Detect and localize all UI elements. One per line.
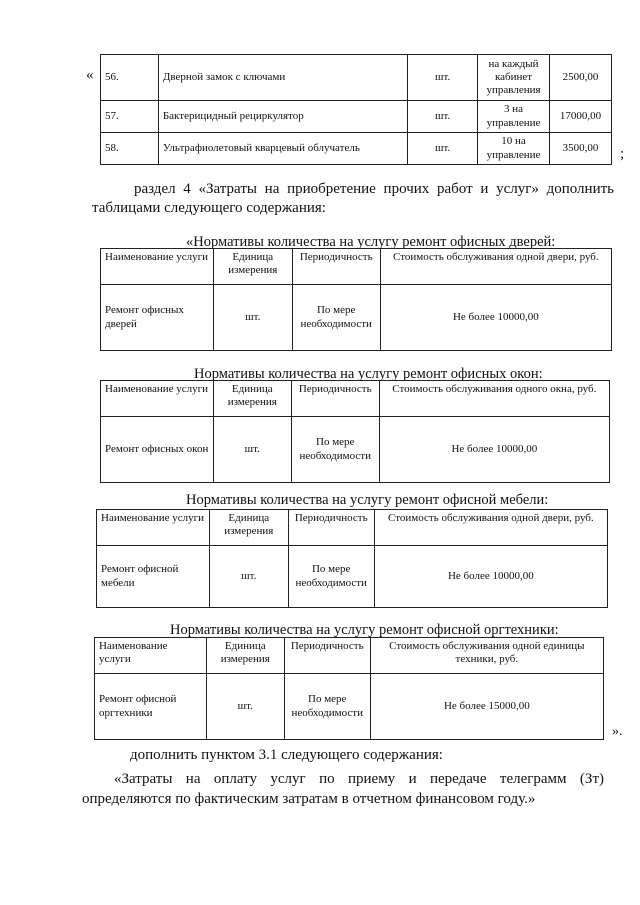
service-cost: Не более 15000,00	[370, 674, 603, 740]
table-row	[101, 285, 612, 351]
header-service: Наименование услуги	[101, 381, 214, 417]
header-cost: Стоимость обслуживания одной двери, руб.	[380, 249, 611, 285]
item-name: Ультрафиолетовый кварцевый облучатель	[158, 133, 407, 165]
table-title-furniture: Нормативы количества на услугу ремонт офисной мебели:	[186, 492, 549, 508]
item-period: на каждый кабинет управления	[478, 55, 550, 101]
table-title-equipment: Нормативы количества на услугу ремонт офисной оргтехники:	[170, 622, 559, 638]
table-row	[101, 101, 612, 133]
header-service: Наименование услуги	[95, 638, 207, 674]
table-row	[101, 417, 610, 483]
header-unit: Единица измерения	[209, 510, 288, 546]
header-period: Периодичность	[284, 638, 370, 674]
header-period: Периодичность	[288, 510, 374, 546]
table-row	[95, 674, 604, 740]
open-quote: «	[86, 67, 94, 83]
header-unit: Единица измерения	[213, 381, 291, 417]
service-unit: шт.	[206, 674, 284, 740]
service-name: Ремонт офисных дверей	[101, 285, 214, 351]
header-cost: Стоимость обслуживания одной единицы техники, руб.	[370, 638, 603, 674]
service-name: Ремонт офисной оргтехники	[95, 674, 207, 740]
final-line1: дополнить пунктом 3.1 следующего содержания:	[130, 747, 443, 763]
row-number: 57.	[101, 101, 159, 133]
item-price: 3500,00	[550, 133, 612, 165]
header-service: Наименование услуги	[101, 249, 214, 285]
table-title-windows: Нормативы количества на услугу ремонт офисных окон:	[194, 366, 543, 382]
item-name: Бактерицидный рециркулятор	[158, 101, 407, 133]
norms-table-equipment	[94, 637, 604, 740]
norms-table-doors	[100, 248, 612, 351]
header-unit: Единица измерения	[213, 249, 292, 285]
item-name: Дверной замок с ключами	[158, 55, 407, 101]
service-name: Ремонт офисных окон	[101, 417, 214, 483]
norms-table-windows	[100, 380, 610, 483]
row-number: 58.	[101, 133, 159, 165]
item-unit: шт.	[408, 55, 478, 101]
table-row	[97, 546, 608, 608]
header-cost: Стоимость обслуживания одной двери, руб.	[374, 510, 607, 546]
service-name: Ремонт офисной мебели	[97, 546, 210, 608]
service-cost: Не более 10000,00	[379, 417, 609, 483]
close-semicolon: ;	[620, 146, 625, 162]
service-period: По мере необходимости	[288, 546, 374, 608]
norms-table-furniture	[96, 509, 608, 608]
service-period: По мере необходимости	[291, 417, 379, 483]
item-period: 10 на управление	[478, 133, 550, 165]
table-header-row	[95, 638, 604, 674]
table-header-row	[101, 381, 610, 417]
row-number: 56.	[101, 55, 159, 101]
table-title-doors: «Нормативы количества на услугу ремонт офисных дверей:	[186, 234, 556, 250]
final-line3: определяются по фактическим затратам в отчетном финансовом году.»	[82, 791, 536, 807]
table-header-row	[101, 249, 612, 285]
service-unit: шт.	[213, 285, 292, 351]
table-row	[101, 55, 612, 101]
service-unit: шт.	[213, 417, 291, 483]
service-period: По мере необходимости	[284, 674, 370, 740]
item-price: 2500,00	[550, 55, 612, 101]
closing-mark: ».	[612, 724, 623, 739]
final-line2: «Затраты на оплату услуг по приему и передаче телеграмм (Зт)	[114, 771, 604, 787]
table-header-row	[97, 510, 608, 546]
item-price: 17000,00	[550, 101, 612, 133]
header-period: Периодичность	[292, 249, 380, 285]
section-para-line2: таблицами следующего содержания:	[92, 200, 326, 216]
service-cost: Не более 10000,00	[380, 285, 611, 351]
header-cost: Стоимость обслуживания одного окна, руб.	[379, 381, 609, 417]
equipment-table	[100, 54, 612, 165]
section-para-line1: раздел 4 «Затраты на приобретение прочих работ и услуг» дополнить	[134, 181, 614, 197]
header-unit: Единица измерения	[206, 638, 284, 674]
service-unit: шт.	[209, 546, 288, 608]
item-period: 3 на управление	[478, 101, 550, 133]
item-unit: шт.	[408, 101, 478, 133]
item-unit: шт.	[408, 133, 478, 165]
service-period: По мере необходимости	[292, 285, 380, 351]
header-service: Наименование услуги	[97, 510, 210, 546]
table-row	[101, 133, 612, 165]
service-cost: Не более 10000,00	[374, 546, 607, 608]
header-period: Периодичность	[291, 381, 379, 417]
